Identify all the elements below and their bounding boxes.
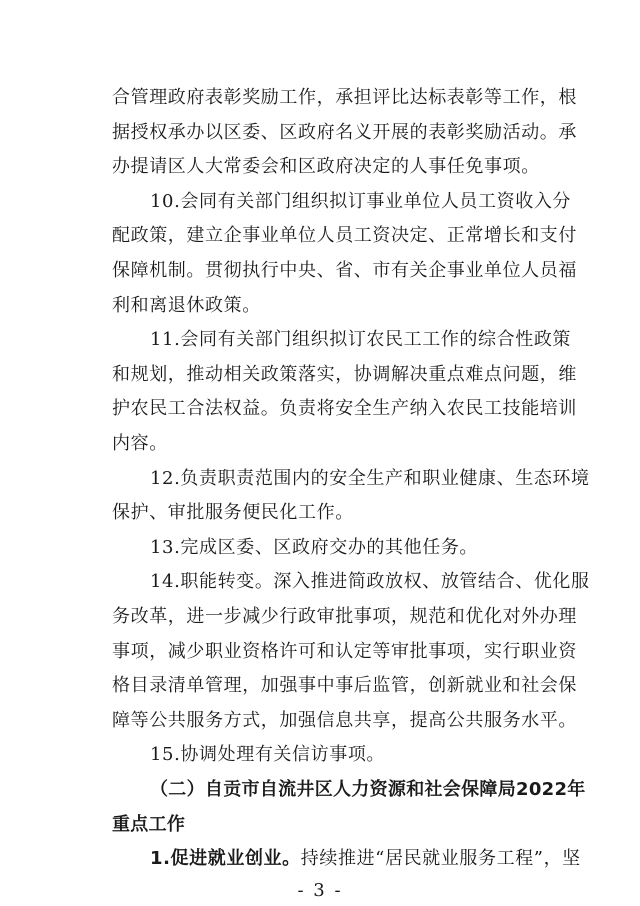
body-text-line: 内容。 (112, 433, 168, 454)
paragraph-14-line: 14.职能转变。深入推进简政放权、放管结合、优化服 (150, 571, 590, 593)
body-text-line: 合管理政府表彰奖励工作，承担评比达标表彰等工作，根 (112, 87, 577, 108)
body-text-line: 利和离退休政策。 (112, 294, 261, 316)
body-text-line: 务改革，进一步减少行政审批事项，规范和优化对外办理 (112, 606, 577, 627)
body-text-line: 办提请区人大常委会和区政府决定的人事任免事项。 (112, 156, 540, 178)
item-1-lead: 1.促进就业创业。 (150, 848, 301, 870)
body-text-line: 障等公共服务方式，加强信息共享，提高公共服务水平。 (112, 709, 577, 731)
paragraph-11-line: 11.会同有关部门组织拟订农民工工作的综合性政策 (150, 329, 572, 351)
paragraph-15-line: 15.协调处理有关信访事项。 (150, 744, 386, 766)
body-text-line: 格目录清单管理，加强事中事后监管，创新就业和社会保 (112, 675, 577, 697)
paragraph-10-line: 10.会同有关部门组织拟订事业单位人员工资收入分 (150, 190, 572, 212)
item-1-text: 持续推进“居民就业服务工程”，坚 (300, 848, 581, 870)
section-heading: （二）自贡市自流井区人力资源和社会保障局2022年 (150, 779, 586, 800)
body-text-line: 和规划，推动相关政策落实，协调解决重点难点问题，维 (112, 363, 577, 385)
body-text-line: 保障机制。贯彻执行中央、省、市有关企事业单位人员福 (112, 260, 577, 281)
body-text-line: 保护、审批服务便民化工作。 (112, 502, 354, 524)
body-text-line: 事项，减少职业资格许可和认定等审批事项，实行职业资 (112, 640, 577, 662)
page-number: - 3 - (297, 880, 343, 901)
body-text-line: 配政策，建立企事业单位人员工资决定、正常增长和支付 (112, 225, 577, 247)
paragraph-12-line: 12.负责职责范围内的安全生产和职业健康、生态环境 (150, 467, 590, 489)
paragraph-13-line: 13.完成区委、区政府交办的其他任务。 (150, 536, 479, 558)
body-text-line: 护农民工合法权益。负责将安全生产纳入农民工技能培训 (112, 398, 577, 420)
item-1-line (150, 849, 581, 869)
section-heading-continuation: 重点工作 (112, 813, 186, 835)
body-text-line: 据授权承办以区委、区政府名义开展的表彰奖励活动。承 (112, 121, 577, 143)
